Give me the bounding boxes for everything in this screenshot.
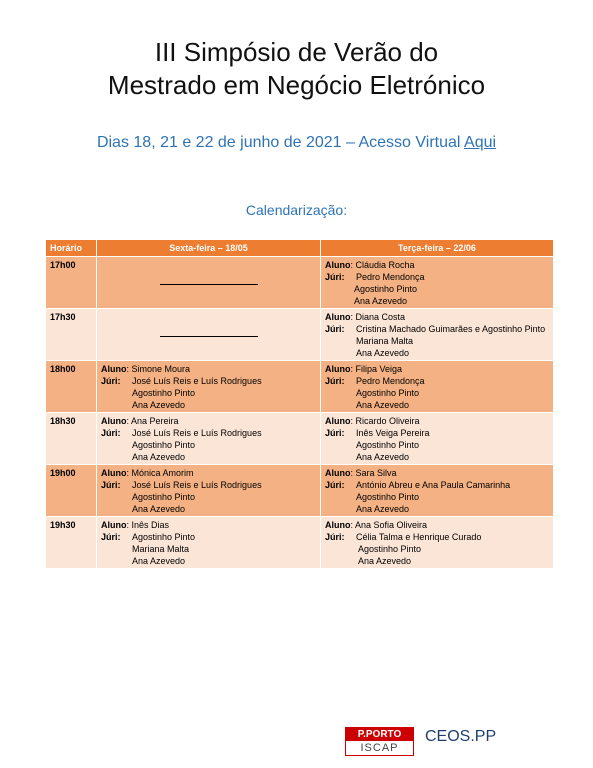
label-separator: :	[350, 364, 356, 374]
jury-label: Júri:	[101, 376, 121, 386]
jury-member-name: Célia Talma e Henrique Curado	[356, 532, 482, 542]
jury-member-name: Pedro Mendonça	[356, 376, 425, 386]
label-separator: :	[350, 468, 356, 478]
jury-member-line	[325, 491, 549, 503]
jury-line	[101, 479, 316, 491]
jury-member-line	[325, 295, 549, 307]
student-name: Diana Costa	[355, 312, 406, 322]
student-line	[325, 415, 549, 427]
jury-member-name: José Luís Reis e Luís Rodrigues	[132, 428, 262, 438]
jury-member-line	[325, 399, 549, 411]
jury-member-name: Agostinho Pinto	[132, 388, 196, 398]
table-row	[46, 465, 554, 517]
jury-member-name: Cristina Machado Guimarães e Agostinho Pinto	[356, 324, 546, 334]
header-time: Horário	[46, 240, 97, 257]
student-line	[325, 363, 549, 375]
schedule-body	[46, 257, 554, 569]
jury-member-name: Ana Azevedo	[356, 452, 410, 462]
title-line-1: III Simpósio de Verão do	[154, 37, 439, 67]
friday-cell	[97, 517, 321, 569]
student-name: Ana Pereira	[131, 416, 179, 426]
student-label: Aluno	[325, 520, 351, 530]
jury-line	[325, 479, 549, 491]
jury-member-name: José Luís Reis e Luís Rodrigues	[132, 480, 262, 490]
jury-member-name: Agostinho Pinto	[356, 388, 420, 398]
empty-slot-line	[160, 336, 258, 337]
jury-line	[101, 531, 316, 543]
jury-member-name: Mariana Malta	[132, 544, 190, 554]
jury-member-name: Ana Azevedo	[354, 296, 408, 306]
student-label: Aluno	[101, 520, 127, 530]
jury-member-line	[101, 451, 316, 463]
jury-member-name: Agostinho Pinto	[356, 440, 420, 450]
jury-member-name: Ana Azevedo	[132, 400, 186, 410]
schedule-heading: Calendarização:	[245, 202, 348, 218]
tuesday-cell	[321, 309, 554, 361]
table-row	[46, 257, 554, 309]
event-dates	[0, 134, 593, 152]
label-separator: :	[126, 468, 132, 478]
title-line-2: Mestrado em Negócio Eletrónico	[107, 70, 486, 100]
jury-member-name: António Abreu e Ana Paula Camarinha	[356, 480, 511, 490]
jury-member-line	[101, 543, 316, 555]
jury-label: Júri:	[101, 428, 121, 438]
jury-label: Júri:	[325, 480, 345, 490]
jury-member-name: Agostinho Pinto	[354, 284, 418, 294]
jury-member-line	[101, 555, 316, 567]
friday-cell	[97, 361, 321, 413]
student-line	[101, 467, 316, 479]
student-label: Aluno	[325, 468, 351, 478]
header-friday: Sexta-feira – 18/05	[97, 240, 321, 257]
student-line	[325, 311, 549, 323]
jury-member-line	[325, 347, 549, 359]
jury-member-line	[325, 451, 549, 463]
jury-label: Júri:	[325, 324, 345, 334]
document-title	[0, 36, 593, 102]
jury-member-name: Agostinho Pinto	[132, 492, 196, 502]
jury-label: Júri:	[325, 376, 345, 386]
jury-member-line	[101, 491, 316, 503]
time-cell: 19h00	[46, 465, 97, 517]
label-separator: :	[350, 416, 356, 426]
student-name: Cláudia Rocha	[355, 260, 415, 270]
pporto-iscap-logo	[345, 727, 414, 756]
label-separator: :	[350, 520, 356, 530]
jury-member-name: Inês Veiga Pereira	[356, 428, 430, 438]
student-line	[101, 415, 316, 427]
jury-member-line	[325, 283, 549, 295]
jury-member-name: Mariana Malta	[356, 336, 414, 346]
jury-member-line	[101, 503, 316, 515]
jury-member-name: José Luís Reis e Luís Rodrigues	[132, 376, 262, 386]
student-label: Aluno	[101, 416, 127, 426]
jury-member-line	[325, 387, 549, 399]
jury-member-name: Ana Azevedo	[356, 504, 410, 514]
student-name: Sara Silva	[355, 468, 397, 478]
time-cell: 18h00	[46, 361, 97, 413]
jury-line	[325, 271, 549, 283]
jury-member-line	[101, 387, 316, 399]
jury-line	[325, 323, 549, 335]
friday-cell	[97, 413, 321, 465]
ceos-pp-logo	[425, 727, 515, 757]
table-row	[46, 361, 554, 413]
schedule-table	[46, 240, 554, 568]
student-label: Aluno	[325, 416, 351, 426]
jury-member-name: Ana Azevedo	[132, 452, 186, 462]
table-header-row	[46, 240, 554, 257]
student-name: Ana Sofia Oliveira	[355, 520, 428, 530]
label-separator: :	[126, 364, 132, 374]
jury-member-name: Ana Azevedo	[356, 400, 410, 410]
student-line	[325, 467, 549, 479]
student-label: Aluno	[325, 364, 351, 374]
event-dates-text: Dias 18, 21 e 22 de junho de 2021 – Acesso Virtual	[96, 134, 465, 151]
ceos-logo-text: CEOS.PP	[425, 728, 497, 745]
header-tuesday: Terça-feira – 22/06	[321, 240, 554, 257]
time-cell: 17h00	[46, 257, 97, 309]
label-separator: :	[126, 416, 132, 426]
jury-line	[325, 531, 549, 543]
student-line	[101, 363, 316, 375]
jury-label: Júri:	[325, 272, 345, 282]
student-name: Filipa Veiga	[355, 364, 403, 374]
jury-member-name: Pedro Mendonça	[356, 272, 425, 282]
tuesday-cell	[321, 465, 554, 517]
student-label: Aluno	[101, 468, 127, 478]
label-separator: :	[350, 312, 356, 322]
jury-member-name: Agostinho Pinto	[356, 492, 420, 502]
friday-cell	[97, 257, 321, 309]
jury-member-line	[325, 503, 549, 515]
jury-line	[325, 375, 549, 387]
jury-member-name: Agostinho Pinto	[132, 440, 196, 450]
label-separator: :	[350, 260, 356, 270]
tuesday-cell	[321, 517, 554, 569]
jury-member-name: Ana Azevedo	[356, 348, 410, 358]
student-name: Simone Moura	[131, 364, 191, 374]
jury-member-line	[101, 439, 316, 451]
student-name: Ricardo Oliveira	[355, 416, 420, 426]
empty-slot-line	[160, 284, 258, 285]
student-line	[325, 519, 549, 531]
jury-line	[101, 427, 316, 439]
pporto-logo-text: P.PORTO	[346, 728, 413, 741]
jury-line	[325, 427, 549, 439]
jury-member-name: Ana Azevedo	[132, 504, 186, 514]
jury-member-line	[325, 555, 549, 567]
jury-member-name: Ana Azevedo	[132, 556, 186, 566]
student-line	[325, 259, 549, 271]
jury-label: Júri:	[101, 532, 121, 542]
student-line	[101, 519, 316, 531]
time-cell: 17h30	[46, 309, 97, 361]
student-name: Inês Dias	[131, 520, 170, 530]
tuesday-cell	[321, 361, 554, 413]
jury-label: Júri:	[325, 428, 345, 438]
jury-line	[101, 375, 316, 387]
jury-member-line	[101, 399, 316, 411]
table-row	[46, 309, 554, 361]
label-separator: :	[126, 520, 132, 530]
time-cell: 18h30	[46, 413, 97, 465]
jury-label: Júri:	[325, 532, 345, 542]
time-cell: 19h30	[46, 517, 97, 569]
jury-member-line	[325, 439, 549, 451]
tuesday-cell	[321, 257, 554, 309]
jury-member-line	[325, 335, 549, 347]
student-label: Aluno	[325, 312, 351, 322]
table-row	[46, 413, 554, 465]
tuesday-cell	[321, 413, 554, 465]
friday-cell	[97, 309, 321, 361]
student-label: Aluno	[325, 260, 351, 270]
virtual-access-link[interactable]: Aqui	[464, 134, 497, 151]
student-label: Aluno	[101, 364, 127, 374]
jury-member-line	[325, 543, 549, 555]
friday-cell	[97, 465, 321, 517]
jury-label: Júri:	[101, 480, 121, 490]
jury-member-name: Ana Azevedo	[358, 556, 412, 566]
jury-member-name: Agostinho Pinto	[132, 532, 196, 542]
iscap-logo-text: ISCAP	[360, 742, 399, 754]
table-row	[46, 517, 554, 569]
jury-member-name: Agostinho Pinto	[358, 544, 422, 554]
student-name: Mónica Amorim	[131, 468, 194, 478]
